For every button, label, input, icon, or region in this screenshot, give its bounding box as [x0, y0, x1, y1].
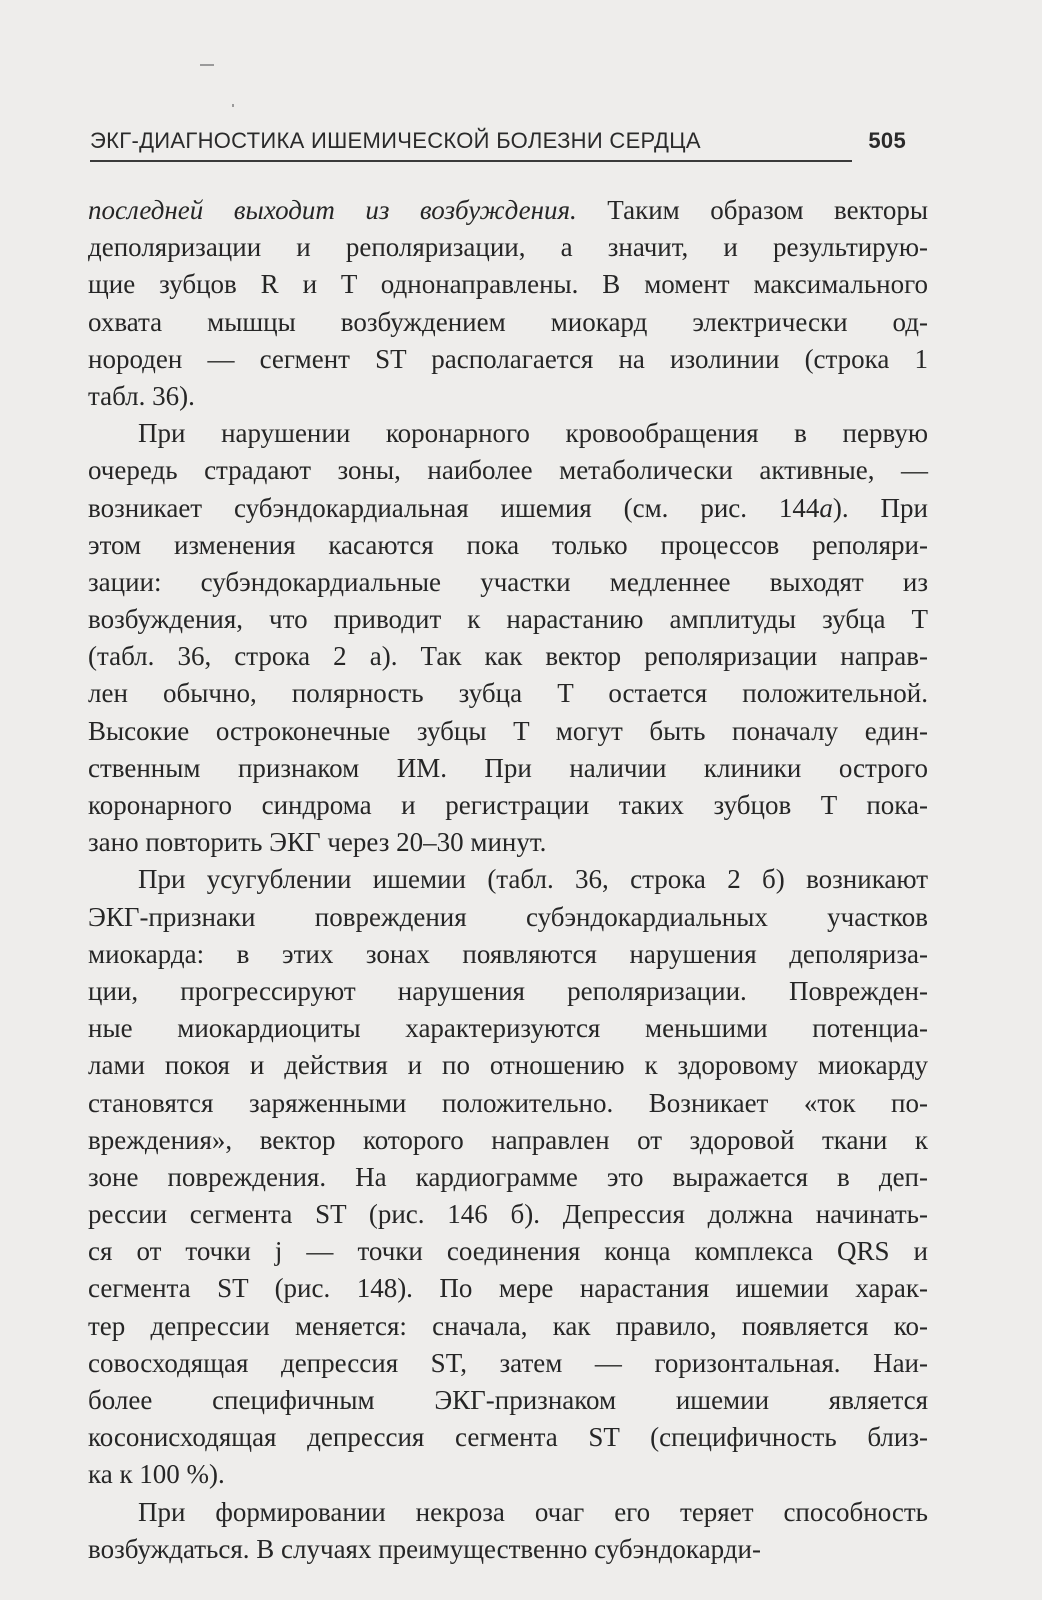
- scan-speck: [232, 104, 234, 107]
- text-line: возникает субэндокардиальная ишемия (см. рис. 144а). При: [88, 492, 928, 523]
- text-line: более специфичным ЭКГ-признаком ишемии является: [88, 1385, 928, 1415]
- italic-run: а: [819, 492, 833, 523]
- text-line: лен обычно, полярность зубца T остается положительной.: [88, 678, 928, 709]
- text-line: совосходящая депрессия ST, затем — горизонтальная. Наи-: [88, 1347, 928, 1378]
- text-line: При усугублении ишемии (табл. 36, строка 2 б) возникают: [138, 864, 928, 895]
- text-line: охвата мышцы возбуждением миокард электрически од-: [88, 306, 928, 337]
- text-line: Высокие остроконечные зубцы T могут быть поначалу един-: [88, 715, 928, 746]
- text-line: очередь страдают зоны, наиболее метаболически активные, —: [88, 455, 928, 486]
- text-line: зации: субэндокардиальные участки медленнее выходят из: [88, 566, 928, 597]
- text-line: табл. 36).: [88, 380, 195, 411]
- text-line: сегмента ST (рис. 148). По мере нарастания ишемии харак-: [88, 1273, 928, 1304]
- text-line: лами покоя и действия и по отношению к здоровому миокарду: [88, 1050, 928, 1081]
- text-line: нороден — сегмент ST располагается на изолинии (строка 1: [88, 343, 928, 374]
- text-line: ции, прогрессируют нарушения реполяризации. Поврежден-: [88, 975, 928, 1006]
- paragraph: [88, 192, 928, 415]
- paragraph: [88, 415, 928, 861]
- text-line: щие зубцов R и T однонаправлены. В момент максимального: [88, 269, 928, 300]
- text-line: ка к 100 %).: [88, 1459, 225, 1490]
- text-line: При формировании некроза очаг его теряет способность: [138, 1496, 928, 1527]
- text-line: последней выходит из возбуждения. Таким образом векторы: [88, 195, 928, 225]
- text-line: этом изменения касаются пока только процессов реполяри-: [88, 529, 928, 560]
- paragraph: [88, 1494, 928, 1568]
- text-line: вреждения», вектор которого направлен от здоровой ткани к: [88, 1124, 928, 1155]
- text-line: становятся заряженными положительно. Возникает «ток по-: [88, 1087, 928, 1118]
- text-line: коронарного синдрома и регистрации таких зубцов T пока-: [88, 790, 928, 820]
- text-line: зано повторить ЭКГ через 20–30 минут.: [88, 827, 547, 858]
- text-line: рессии сегмента ST (рис. 146 б). Депрессия должна начинать-: [88, 1199, 928, 1230]
- text-line: ся от точки j — точки соединения конца комплекса QRS и: [88, 1236, 928, 1267]
- page-number: 505: [868, 128, 906, 153]
- text-line: тер депрессии меняется: сначала, как правило, появляется ко-: [88, 1310, 928, 1341]
- text-line: зоне повреждения. На кардиограмме это выражается в деп-: [88, 1161, 928, 1192]
- text-line: (табл. 36, строка 2 а). Так как вектор реполяризации направ-: [88, 641, 928, 672]
- scan-speck: [200, 64, 214, 66]
- running-title: ЭКГ-ДИАГНОСТИКА ИШЕМИЧЕСКОЙ БОЛЕЗНИ СЕРДЦА: [90, 128, 701, 153]
- text-line: деполяризации и реполяризации, а значит, и результирую-: [88, 232, 928, 263]
- text-line: возбуждения, что приводит к нарастанию амплитуды зубца T: [88, 604, 928, 635]
- text-line: ные миокардиоциты характеризуются меньшими потенциа-: [88, 1013, 928, 1044]
- text-line: косонисходящая депрессия сегмента ST (специфичность близ-: [88, 1422, 928, 1453]
- text-line: возбуждаться. В случаях преимущественно субэндокарди-: [88, 1533, 761, 1564]
- italic-run: последней выходит из возбуждения.: [88, 195, 577, 225]
- header-rule: [90, 160, 852, 162]
- text-line: ственным признаком ИМ. При наличии клиники острого: [88, 752, 928, 783]
- text-line: При нарушении коронарного кровообращения в первую: [138, 418, 928, 449]
- body-text: [88, 192, 928, 1568]
- paragraph: [88, 861, 928, 1493]
- text-line: ЭКГ-признаки повреждения субэндокардиальных участков: [88, 901, 928, 932]
- text-line: миокарда: в этих зонах появляются нарушения деполяриза-: [88, 938, 928, 969]
